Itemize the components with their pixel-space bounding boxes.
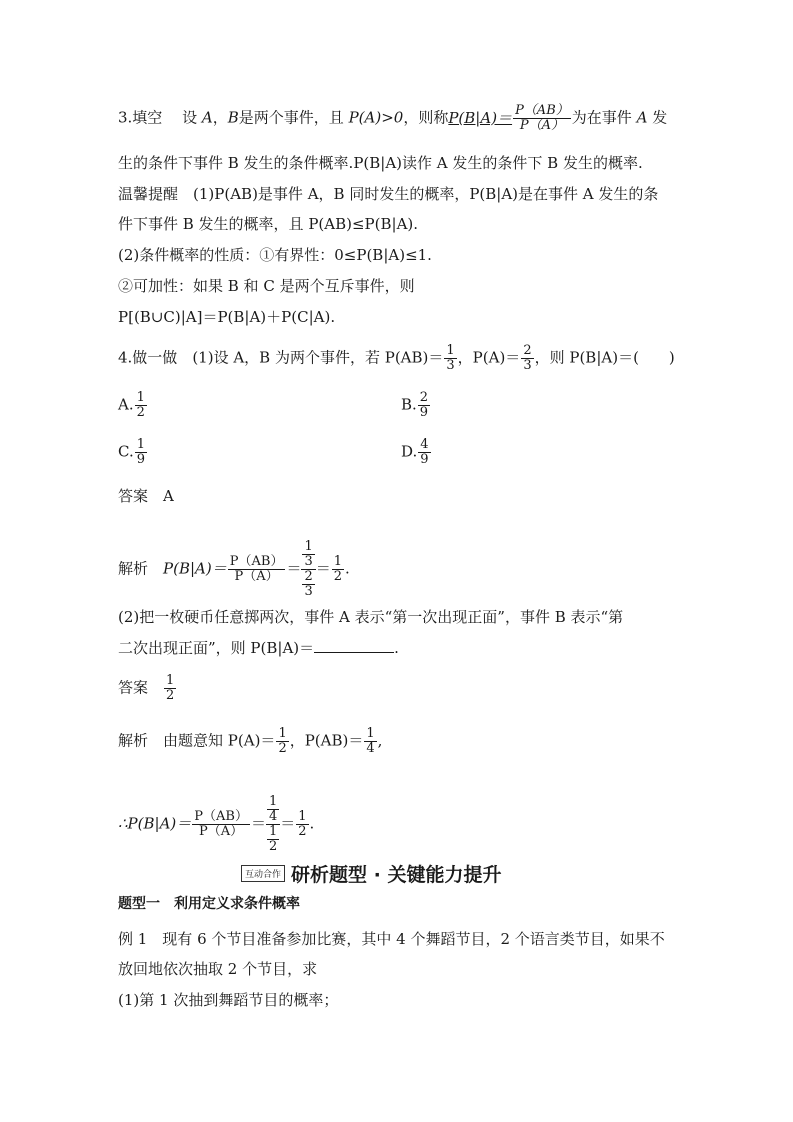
fraction: [267, 825, 279, 854]
option-b[interactable]: [401, 391, 431, 420]
equals: ＝: [280, 814, 296, 833]
sec4-q1: [118, 344, 675, 373]
option-letter: A.: [118, 395, 134, 414]
numerator: P（AB）: [515, 103, 569, 118]
option-letter: D.: [401, 442, 418, 461]
fraction: [521, 344, 533, 373]
numerator: 1: [304, 539, 313, 554]
denominator: 3: [523, 358, 532, 373]
solution1: [118, 540, 350, 599]
text: ，则 P(B|A)＝( ): [534, 348, 675, 367]
denominator: 4: [268, 809, 278, 824]
condition: P(A)>0: [348, 108, 404, 127]
denominator: 2: [333, 569, 343, 584]
solution-label: 解析: [118, 559, 149, 578]
numerator: 1: [446, 343, 455, 358]
section-banner: [241, 860, 501, 887]
denominator: 2: [298, 824, 307, 839]
fraction: [302, 570, 314, 599]
var-a: A: [201, 108, 213, 127]
numerator: 4: [420, 437, 429, 452]
denominator: P（A）: [199, 824, 244, 839]
sec3-line1: [118, 104, 667, 133]
option-a[interactable]: [118, 391, 148, 420]
numerator: 1: [166, 673, 175, 688]
fraction: [276, 727, 288, 756]
text: 是两个事件，且: [238, 108, 344, 127]
complex-fraction: [266, 795, 280, 854]
fraction: [513, 104, 571, 133]
equals: ＝: [250, 814, 266, 833]
solution2-line1: [118, 727, 382, 756]
denominator: P（A）: [234, 569, 279, 584]
numerator: 1: [136, 437, 145, 452]
q2-line2: [118, 638, 399, 658]
complex-numerator: [301, 540, 315, 570]
fraction: [228, 555, 286, 584]
banner-title: 研析题型 · 关键能力提升: [291, 864, 502, 886]
formula-line: P[(B∪C)|A]＝P(B|A)＋P(C|A).: [118, 308, 336, 326]
complex-numerator: [266, 795, 280, 825]
sec4-label: 4.做一做: [118, 348, 178, 367]
banner-badge: 互动合作: [241, 865, 285, 882]
denominator: 3: [304, 584, 313, 599]
numerator: 1: [268, 794, 278, 809]
text: 由题意知 P(A)＝: [163, 731, 276, 750]
fraction: [296, 810, 308, 839]
text: ，P(AB)＝: [289, 731, 364, 750]
answer2: [118, 674, 177, 703]
text: ，则称: [403, 108, 449, 127]
fraction: [444, 344, 456, 373]
fraction: [164, 674, 176, 703]
fraction: [418, 438, 430, 467]
prop-line: (2)条件概率的性质：①有界性：0≤P(B|A)≤1.: [118, 246, 432, 264]
answer-label: 答案: [118, 678, 149, 697]
numerator: P（AB）: [229, 554, 284, 569]
lhs: P(B|A)＝: [163, 559, 227, 578]
answer-blank[interactable]: [314, 651, 394, 653]
tip-line2: 件下事件 B 发生的概率，且 P(AB)≤P(B|A).: [118, 215, 419, 233]
numerator: 1: [268, 824, 278, 839]
numerator: 2: [304, 569, 313, 584]
comma: ,: [377, 731, 383, 750]
example1-line3: (1)第 1 次抽到舞蹈节目的概率；: [118, 991, 339, 1009]
fraction: [135, 438, 147, 467]
tip-text: (1)P(AB)是事件 A，B 同时发生的概率，P(B|A)是在事件 A 发生的条: [193, 185, 659, 203]
fill-answer: [448, 103, 571, 133]
tip-label: 温馨提醒: [118, 185, 179, 203]
add-line: ②可加性：如果 B 和 C 是两个互斥事件，则: [118, 277, 415, 295]
sec3-line2: 生的条件下事件 B 发生的条件概率.P(B|A)读作 A 发生的条件下 B 发生的概率.: [118, 154, 643, 172]
period: .: [345, 559, 350, 578]
example1-line1: 例 1 现有 6 个节目准备参加比赛，其中 4 个舞蹈节目，2 个语言类节目，如果不: [118, 930, 665, 948]
fraction: [332, 555, 344, 584]
text: ，: [212, 108, 228, 127]
fraction: [267, 795, 279, 824]
numerator: P（AB）: [194, 809, 248, 824]
option-d[interactable]: [401, 438, 432, 467]
numerator: 1: [366, 726, 375, 741]
complex-denominator: [266, 825, 280, 854]
answer-label: 答案: [118, 487, 149, 505]
complex-fraction: [301, 540, 315, 599]
text: 设: [182, 108, 198, 127]
text: 二次出现正面”，则 P(B|A)＝: [118, 639, 315, 657]
denominator: 3: [304, 554, 313, 569]
equals: ＝: [315, 559, 331, 578]
numerator: 1: [298, 809, 307, 824]
denominator: 2: [136, 405, 145, 420]
solution-label: 解析: [118, 731, 149, 750]
fraction: [192, 810, 250, 839]
numerator: 1: [136, 390, 145, 405]
numerator: 1: [278, 726, 287, 741]
text: 发: [652, 108, 668, 127]
option-letter: C.: [118, 442, 134, 461]
text: ，P(A)＝: [457, 348, 521, 367]
option-letter: B.: [401, 395, 417, 414]
denominator: 9: [420, 452, 429, 467]
fraction: [418, 391, 430, 420]
period: .: [394, 639, 399, 657]
answer1: [118, 486, 174, 506]
type1-heading: 题型一 利用定义求条件概率: [118, 896, 300, 912]
equals: ＝: [286, 559, 302, 578]
denominator: 4: [366, 741, 375, 756]
var-b: B: [227, 108, 239, 127]
denominator: 2: [278, 741, 287, 756]
q2-line1: (2)把一枚硬币任意掷两次，事件 A 表示“第一次出现正面”，事件 B 表示“第: [118, 608, 624, 626]
example1-line2: 放回地依次抽取 2 个节目，求: [118, 960, 318, 978]
complex-denominator: [301, 570, 315, 599]
numerator: 2: [419, 390, 429, 405]
denominator: 2: [166, 688, 175, 703]
denominator: 3: [446, 358, 455, 373]
option-c[interactable]: [118, 438, 148, 467]
text: 为在事件: [571, 108, 632, 127]
fraction: [135, 391, 147, 420]
lhs: P(B|A)＝: [448, 108, 513, 127]
answer-value: A: [163, 487, 174, 505]
fraction: [302, 540, 314, 569]
denominator: 2: [268, 839, 278, 854]
fraction: [364, 727, 376, 756]
numerator: 2: [523, 343, 532, 358]
var-a: A: [636, 108, 648, 127]
numerator: 1: [333, 554, 343, 569]
denominator: 9: [136, 452, 145, 467]
text: (1)设 A，B 为两个事件，若 P(AB)＝: [192, 348, 444, 367]
period: .: [309, 814, 315, 833]
solution2-line2: [118, 795, 314, 854]
denominator: 9: [419, 405, 429, 420]
sec3-label: 3.填空: [118, 108, 163, 127]
tip-line1: [118, 184, 658, 204]
lhs: ∴P(B|A)＝: [118, 814, 192, 833]
denominator: P（A）: [519, 118, 564, 133]
